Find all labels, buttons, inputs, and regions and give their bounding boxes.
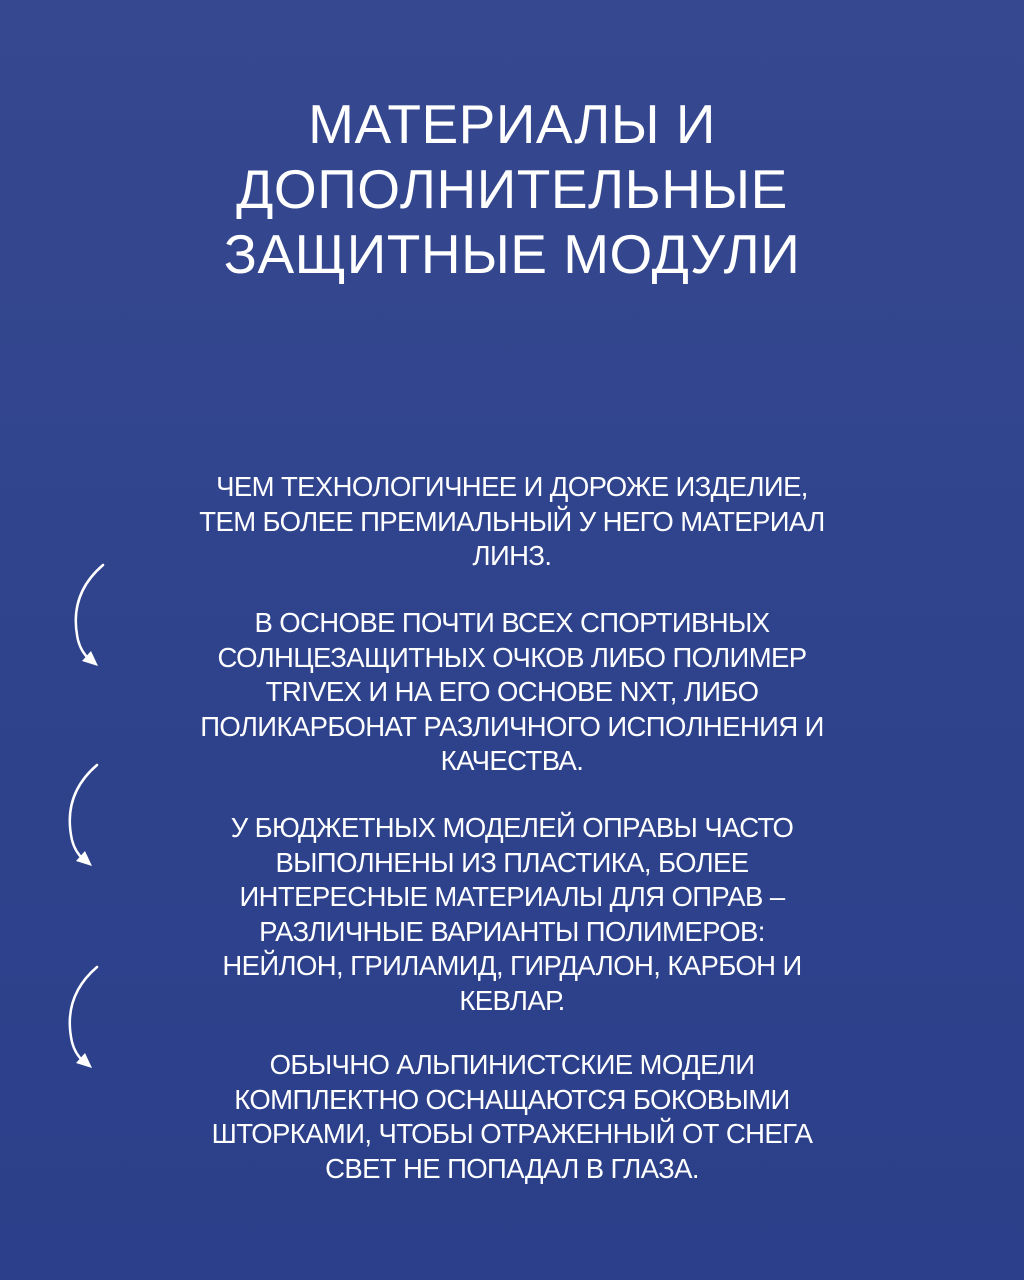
- text-line: КАЧЕСТВА.: [440, 745, 584, 776]
- text-line: КЕВЛАР.: [459, 984, 565, 1016]
- title-line: ЗАЩИТНЫЕ МОДУЛИ: [223, 223, 801, 285]
- text-line: TRIVEX И НА ЕГО ОСНОВЕ NXT, ЛИБО: [265, 676, 759, 707]
- text-line: ИНТЕРЕСНЫЕ МАТЕРИАЛЫ ДЛЯ ОПРАВ –: [239, 881, 785, 912]
- paragraph-lens-polymers: [0, 606, 1024, 779]
- text-line: ПОЛИКАРБОНАТ РАЗЛИЧНОГО ИСПОЛНЕНИЯ И: [200, 710, 824, 742]
- text-line: КОМПЛЕКТНО ОСНАЩАЮТСЯ БОКОВЫМИ: [234, 1083, 790, 1115]
- paragraph-side-shields: [0, 1048, 1024, 1186]
- text-line: РАЗЛИЧНЫЕ ВАРИАНТЫ ПОЛИМЕРОВ:: [259, 915, 765, 947]
- text-line: СВЕТ НЕ ПОПАДАЛ В ГЛАЗА.: [325, 1152, 699, 1184]
- paragraph-frame-materials: [0, 811, 1024, 1018]
- text-line: У БЮДЖЕТНЫХ МОДЕЛЕЙ ОПРАВЫ ЧАСТО: [230, 812, 794, 843]
- text-line: ШТОРКАМИ, ЧТОБЫ ОТРАЖЕННЫЙ ОТ СНЕГА: [211, 1118, 813, 1149]
- text-line: СОЛНЦЕЗАЩИТНЫХ ОЧКОВ ЛИБО ПОЛИМЕР: [217, 641, 807, 673]
- text-line: ЧЕМ ТЕХНОЛОГИЧНЕЕ И ДОРОЖЕ ИЗДЕЛИЕ,: [216, 471, 808, 502]
- title-line: МАТЕРИАЛЫ И: [308, 93, 716, 155]
- text-line: ВЫПОЛНЕНЫ ИЗ ПЛАСТИКА, БОЛЕЕ: [275, 846, 749, 878]
- text-line: В ОСНОВЕ ПОЧТИ ВСЕХ СПОРТИВНЫХ: [254, 607, 770, 638]
- page-title: [0, 92, 1024, 287]
- text-line: ЛИНЗ.: [472, 540, 552, 571]
- paragraph-lens-material: [0, 470, 1024, 574]
- text-line: НЕЙЛОН, ГРИЛАМИД, ГИРДАЛОН, КАРБОН И: [222, 950, 802, 981]
- title-line: ДОПОЛНИТЕЛЬНЫЕ: [236, 158, 788, 220]
- text-line: ОБЫЧНО АЛЬПИНИСТСКИЕ МОДЕЛИ: [269, 1049, 755, 1080]
- text-line: ТЕМ БОЛЕЕ ПРЕМИАЛЬНЫЙ У НЕГО МАТЕРИАЛ: [199, 505, 825, 537]
